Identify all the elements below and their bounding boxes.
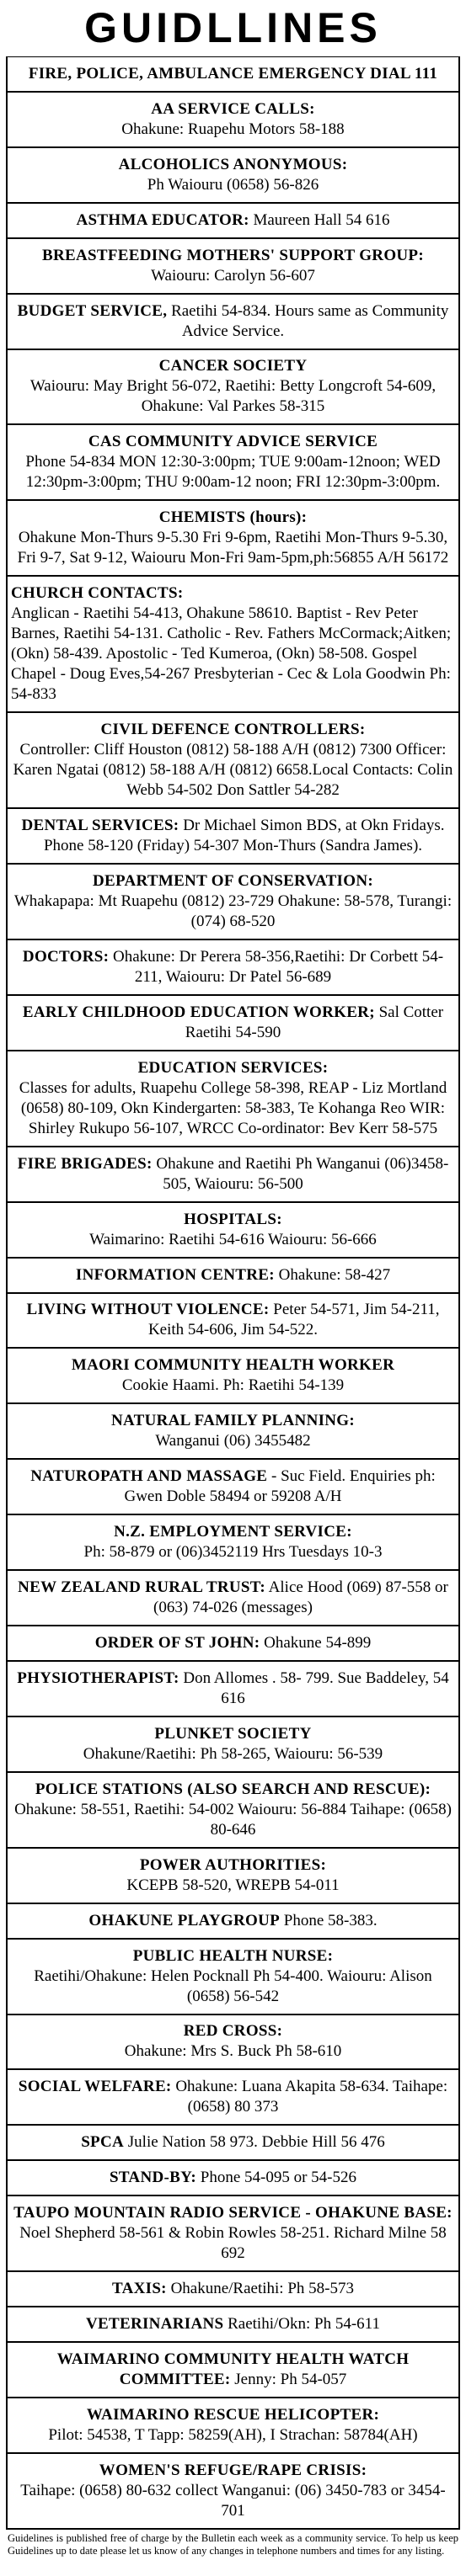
listing-entry	[6, 2161, 460, 2196]
listing-entry	[6, 57, 460, 93]
listing-entry	[6, 1662, 460, 1717]
listing-details: Phone 54-095 or 54-526	[200, 2169, 356, 2187]
listing-entry	[6, 1626, 460, 1662]
listing-entry	[6, 865, 460, 940]
listing-entry	[6, 2398, 460, 2454]
listing-entry	[6, 577, 460, 713]
listing-details: Wanganui (06) 3455482	[155, 1432, 311, 1450]
listing-entry	[6, 996, 460, 1051]
listing-heading: TAUPO MOUNTAIN RADIO SERVICE - OHAKUNE BASE:	[13, 2204, 453, 2222]
listing-heading: HOSPITALS:	[184, 1210, 282, 1228]
listing-body	[11, 1946, 455, 2007]
listing-heading: POWER AUTHORITIES:	[139, 1855, 327, 1874]
listing-entry	[6, 2126, 460, 2161]
listing-heading: SPCA	[81, 2133, 125, 2152]
listing-body	[11, 1300, 455, 1340]
listing-heading: LIVING WITHOUT VIOLENCE:	[26, 1301, 270, 1319]
listing-details: Anglican - Raetihi 54-413, Ohakune 58610. Baptist - Rev Peter Barnes, Raetihi 54-131. Catholic - Rev. Fathers McCormack;Aitken; (Okn) 58-439. Apostolic - Ted Kumeroa, (Okn) 58-508. Gospel Chapel - Doug Eves,54-267 Presbyterian - Cec & Lola Goodwin Ph: 54-833	[11, 604, 452, 704]
listing-heading: NATURAL FAMILY PLANNING:	[110, 1412, 356, 1430]
page-title: GUIDLLINES	[84, 4, 382, 51]
listing-heading: BUDGET SERVICE,	[17, 301, 168, 320]
listing-body	[11, 210, 455, 231]
listing-entry	[6, 295, 460, 350]
listing-heading: TAXIS:	[112, 2280, 167, 2298]
listing-heading: CAS COMMUNITY ADVICE SERVICE	[88, 433, 378, 451]
listing-body	[11, 1855, 455, 1896]
listing-details: Raetihi/Ohakune: Helen Pocknall Ph 54-400. Waiouru: Alison (0658) 56-542	[34, 1967, 432, 2005]
listing-details: Maureen Hall 54 616	[253, 210, 390, 229]
listing-details: Raetihi/Okn: Ph 54-611	[228, 2314, 380, 2333]
listing-details: Pilot: 54538, T Tapp: 58259(AH), I Strachan: 58784(AH)	[48, 2425, 418, 2444]
listing-entry	[6, 1571, 460, 1626]
listing-entry	[6, 1515, 460, 1571]
listing-details: Taihape: (0658) 80-632 collect Wanganui: (06) 3450-783 or 3454-701	[20, 2481, 446, 2520]
listing-entry	[6, 713, 460, 809]
listing-body	[11, 2314, 455, 2334]
listing-body	[11, 1578, 455, 1618]
listing-entry	[6, 2454, 460, 2530]
listing-heading: N.Z. EMPLOYMENT SERVICE:	[114, 1523, 352, 1541]
listing-body	[11, 2077, 455, 2117]
listing-details: Peter 54-571, Jim 54-211, Keith 54-606, Jim 54-522.	[147, 1301, 440, 1339]
listing-details: Raetihi 54-834. Hours same as Community Advice Service.	[171, 301, 449, 340]
listing-body	[11, 2405, 455, 2446]
listing-details: KCEPB 58-520, WREPB 54-011	[126, 1876, 340, 1894]
listing-entry	[6, 2070, 460, 2126]
listing-entry	[6, 1904, 460, 1940]
listing-heading: PUBLIC HEALTH NURSE:	[132, 1946, 334, 1965]
listing-details: Ohakune: 58-427	[278, 1265, 391, 1284]
listing-heading: ALCOHOLICS ANONYMOUS:	[118, 155, 348, 173]
listing-body	[11, 2168, 455, 2188]
listing-body	[11, 816, 455, 856]
listing-entry	[6, 2015, 460, 2071]
listing-body	[11, 356, 455, 417]
listing-body	[11, 1780, 455, 1840]
listing-entry	[6, 2307, 460, 2343]
listing-details: Julie Nation 58 973. Debbie Hill 56 476	[127, 2133, 385, 2152]
listing-heading: ASTHMA EDUCATOR:	[76, 210, 249, 229]
listing-entry	[6, 2343, 460, 2398]
listing-details: Ph: 58-879 or (06)3452119 Hrs Tuesdays 10-3	[83, 1543, 383, 1562]
listing-heading: POLICE STATIONS (ALSO SEARCH AND RESCUE):	[35, 1780, 431, 1798]
listing-heading: CANCER SOCIETY	[158, 357, 308, 375]
listing-body	[11, 2132, 455, 2153]
listing-heading: DOCTORS:	[22, 947, 110, 966]
listing-body	[11, 1411, 455, 1451]
listing-entry	[6, 1940, 460, 2015]
listing-details: Ohakune/Raetihi: Ph 58-573	[170, 2280, 354, 2298]
listing-heading: VETERINARIANS	[86, 2314, 224, 2333]
listing-details: Jenny: Ph 54-057	[234, 2370, 347, 2388]
listing-entry	[6, 425, 460, 501]
listing-body	[11, 1058, 455, 1139]
listing-body	[11, 1911, 455, 1931]
listing-body	[11, 1466, 455, 1507]
listing-entry	[6, 1051, 460, 1147]
listing-body	[11, 64, 455, 84]
listing-entry	[6, 1259, 460, 1294]
listing-heading: PLUNKET SOCIETY	[154, 1724, 312, 1743]
listing-details: Ohakune Mon-Thurs 9-5.30 Fri 9-6pm, Raetihi Mon-Thurs 9-5.30, Fri 9-7, Sat 9-12, Waiouru Mon-Fri 9am-5pm,ph:56855 A/H 56172	[17, 529, 449, 567]
listing-entry	[6, 1717, 460, 1773]
listing-heading: DEPARTMENT OF CONSERVATION:	[93, 872, 373, 891]
listing-details: Waiouru: Carolyn 56-607	[151, 266, 315, 285]
listing-entry	[6, 239, 460, 295]
listing-entry	[6, 204, 460, 239]
listing-body	[11, 1154, 455, 1195]
listing-heading: EARLY CHILDHOOD EDUCATION WORKER;	[22, 1003, 375, 1021]
listing-entry	[6, 1294, 460, 1349]
listing-heading: SOCIAL WELFARE:	[18, 2078, 172, 2096]
listing-details: - Suc Field. Enquiries ph: Gwen Doble 58494 or 59208 A/H	[124, 1467, 436, 1506]
listing-entry	[6, 2272, 460, 2307]
listing-heading: EDUCATION SERVICES:	[137, 1058, 329, 1077]
listing-entry	[6, 148, 460, 204]
listing-body	[11, 1265, 455, 1285]
listing-heading: BREASTFEEDING MOTHERS' SUPPORT GROUP:	[42, 246, 424, 264]
listing-body	[11, 1522, 455, 1562]
listing-heading: NEW ZEALAND RURAL TRUST:	[18, 1578, 265, 1597]
listing-heading: MAORI COMMUNITY HEALTH WORKER	[71, 1356, 395, 1375]
listing-details: Ohakune: Ruapehu Motors 58-188	[121, 120, 345, 138]
listing-details: Classes for adults, Ruapehu College 58-398, REAP - Liz Mortland (0658) 80-109, Okn Kindergarten: 58-383, Te Kohanga Reo WIR: Shirley Rukupo 56-107, WRCC Co-ordinator: Bev Kerr 58-575	[19, 1078, 447, 1137]
listing-body	[11, 155, 455, 195]
listing-body	[11, 871, 455, 932]
listing-heading: FIRE BRIGADES:	[17, 1154, 153, 1173]
listing-details: Ohakune/Raetihi: Ph 58-265, Waiouru: 56-539	[83, 1744, 383, 1763]
listing-heading: RED CROSS:	[183, 2022, 283, 2041]
listing-body	[11, 1003, 455, 1043]
listing-body	[11, 2461, 455, 2521]
listing-heading: OHAKUNE PLAYGROUP	[88, 1911, 281, 1929]
listing-details: Ohakune: Dr Perera 58-356,Raetihi: Dr Corbett 54-211, Waiouru: Dr Patel 56-689	[113, 947, 444, 986]
listing-details: Ohakune and Raetihi Ph Wanganui (06)3458-505, Waiouru: 56-500	[156, 1154, 449, 1193]
listing-details: Controller: Cliff Houston (0812) 58-188 A/H (0812) 7300 Officer: Karen Ngatai (0812) 58-188 A/H (0812) 6658.Local Contacts: Colin Webb 54-502 Don Sattler 54-282	[13, 741, 453, 800]
listing-details: Dr Michael Simon BDS, at Okn Fridays. Phone 58-120 (Friday) 54-307 Mon-Thurs (Sandra James).	[43, 817, 445, 855]
listing-entry	[6, 1404, 460, 1460]
listing-entry	[6, 93, 460, 148]
listing-details: Phone 54-834 MON 12:30-3:00pm; TUE 9:00am-12noon; WED 12:30pm-3:00pm; THU 9:00am-12 noon; FRI 12:30pm-3:00pm.	[25, 453, 441, 492]
listing-body	[11, 432, 455, 492]
listing-heading: CIVIL DEFENCE CONTROLLERS:	[100, 721, 366, 739]
listing-body	[11, 2021, 455, 2062]
listing-entry	[6, 1147, 460, 1203]
listing-details: Alice Hood (069) 87-558 or (063) 74-026 (messages)	[153, 1578, 448, 1617]
listing-entry	[6, 350, 460, 426]
listing-heading: INFORMATION CENTRE:	[75, 1265, 275, 1284]
listing-heading: DENTAL SERVICES:	[21, 817, 179, 835]
listing-entry	[6, 2196, 460, 2272]
listing-heading: CHEMISTS (hours):	[158, 508, 308, 527]
listing-heading: PHYSIOTHERAPIST:	[17, 1669, 179, 1687]
listing-body	[11, 2279, 455, 2299]
listing-body	[11, 2203, 455, 2264]
listing-body	[11, 1210, 455, 1250]
listing-body	[11, 99, 455, 140]
listing-body	[11, 1724, 455, 1764]
listing-heading: FIRE, POLICE, AMBULANCE EMERGENCY DIAL 111	[28, 64, 438, 82]
listing-body	[11, 947, 455, 987]
listing-body	[11, 720, 455, 801]
listings-column	[6, 56, 460, 2530]
listing-heading: AA SERVICE CALLS:	[151, 99, 315, 118]
listing-body	[11, 583, 455, 705]
listing-details: Ohakune: Luana Akapita 58-634. Taihape: (0658) 80 373	[175, 2078, 448, 2116]
listing-heading: WOMEN'S REFUGE/RAPE CRISIS:	[99, 2461, 367, 2479]
listing-details: Sal Cotter Raetihi 54-590	[185, 1003, 444, 1041]
listing-details: Noel Shepherd 58-561 & Robin Rowles 58-251. Richard Milne 58 692	[19, 2224, 447, 2263]
listing-heading: WAIMARINO RESCUE HELICOPTER:	[86, 2405, 380, 2424]
listing-details: Don Allomes . 58- 799. Sue Baddeley, 54 616	[183, 1669, 449, 1707]
listing-entry	[6, 501, 460, 577]
listing-body	[11, 1633, 455, 1653]
listing-entry	[6, 1773, 460, 1849]
listing-body	[11, 508, 455, 568]
listing-details: Ph Waiouru (0658) 56-826	[147, 175, 319, 194]
listing-details: Waimarino: Raetihi 54-616 Waiouru: 56-666	[89, 1230, 377, 1248]
footer-note: Guidelines is published free of charge by the Bulletin each week as a community service. To help us keep Guidelines up to date please let us know of any changes in telephone numbers and times for any listing.	[8, 2532, 458, 2557]
listing-details: Whakapapa: Mt Ruapehu (0812) 23-729 Ohakune: 58-578, Turangi: (074) 68-520	[13, 892, 453, 931]
listing-heading: STAND-BY:	[110, 2169, 196, 2187]
listing-details: Waiouru: May Bright 56-072, Raetihi: Betty Longcroft 54-609, Ohakune: Val Parkes 58-315	[29, 377, 437, 416]
listing-entry	[6, 1349, 460, 1404]
listing-details: Phone 58-383.	[283, 1911, 378, 1929]
listing-details: Ohakune: Mrs S. Buck Ph 58-610	[124, 2042, 342, 2061]
listing-details: Cookie Haami. Ph: Raetihi 54-139	[121, 1376, 345, 1395]
listing-details: Ohakune 54-899	[264, 1634, 372, 1652]
listing-entry	[6, 1849, 460, 1904]
listing-body	[11, 1669, 455, 1709]
listing-heading: WAIMARINO COMMUNITY HEALTH WATCH COMMITTEE:	[56, 2350, 410, 2388]
listing-heading: NATUROPATH AND MASSAGE	[30, 1467, 268, 1486]
listing-body	[11, 2350, 455, 2390]
listing-entry	[6, 1460, 460, 1515]
listing-body	[11, 301, 455, 342]
listing-entry	[6, 809, 460, 865]
listing-body	[11, 1355, 455, 1396]
listing-details: Ohakune: 58-551, Raetihi: 54-002 Waiouru: 56-884 Taihape: (0658) 80-646	[14, 1800, 452, 1839]
listing-body	[11, 246, 455, 286]
listing-entry	[6, 1203, 460, 1259]
listing-heading: ORDER OF ST JOHN:	[94, 1634, 260, 1652]
listing-heading: CHURCH CONTACTS:	[11, 584, 184, 603]
listing-entry	[6, 940, 460, 996]
